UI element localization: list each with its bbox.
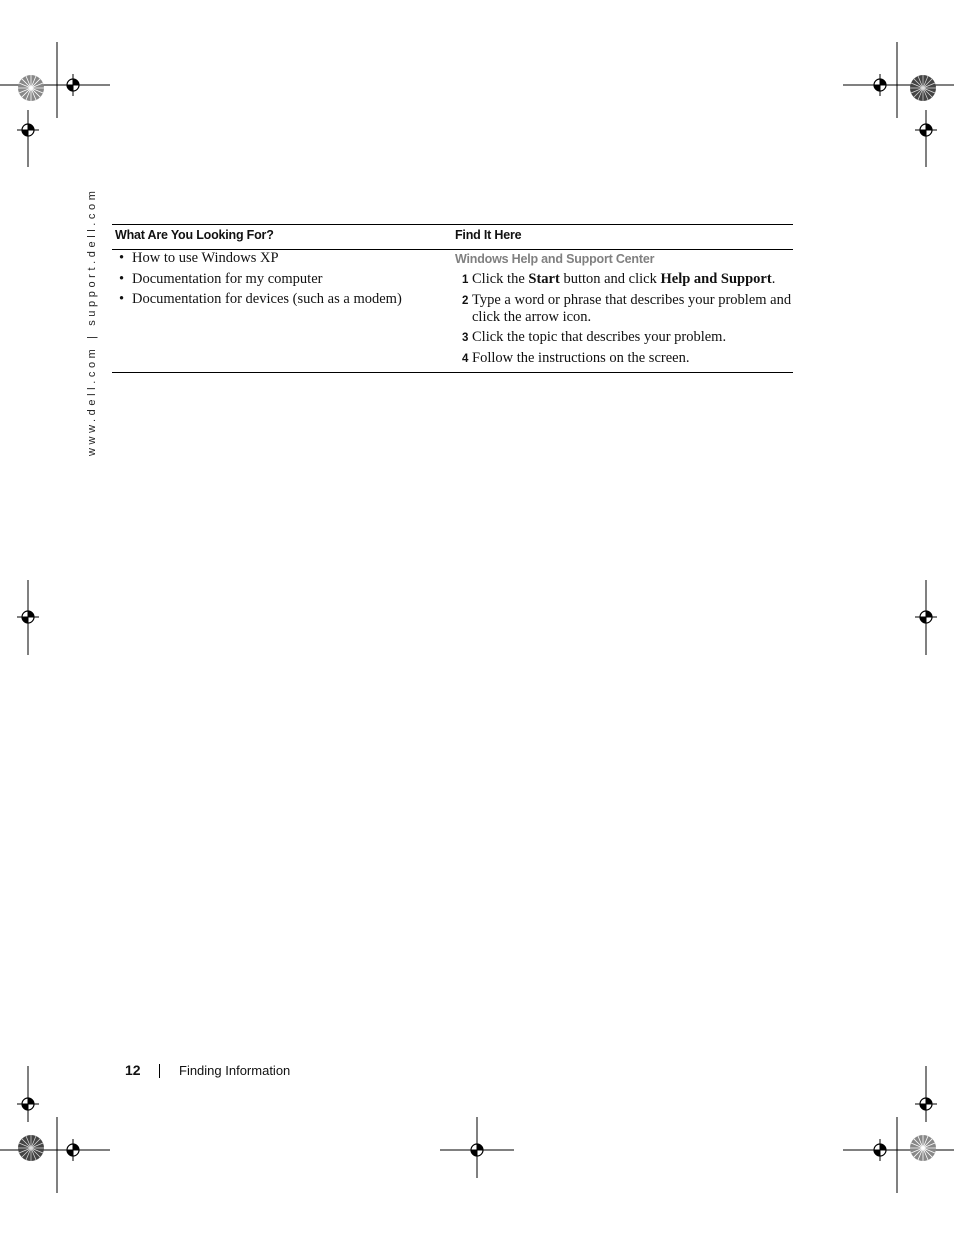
list-item: • Documentation for my computer bbox=[119, 271, 323, 287]
step-item: 2 Type a word or phrase that describes your problem and click the arrow icon. bbox=[462, 292, 792, 325]
list-item: • How to use Windows XP bbox=[119, 250, 279, 266]
footer-section-title: Finding Information bbox=[179, 1063, 291, 1078]
header-looking-for: What Are You Looking For? bbox=[115, 228, 274, 242]
section-title: Windows Help and Support Center bbox=[455, 252, 655, 266]
help-and-support-label: Help and Support bbox=[660, 271, 772, 287]
step-item: 1 Click the Start button and click Help and Support. bbox=[462, 271, 776, 287]
step-number: 4 bbox=[462, 353, 469, 365]
header-find-it-here: Find It Here bbox=[455, 228, 522, 242]
table-top-rule bbox=[112, 224, 793, 225]
step-number: 1 bbox=[462, 274, 469, 286]
step-item: 4 Follow the instructions on the screen. bbox=[462, 350, 690, 366]
step-number: 2 bbox=[462, 295, 469, 307]
step-number: 3 bbox=[462, 332, 469, 344]
page-number: 12 bbox=[125, 1062, 141, 1078]
side-url-text: www.dell.com | support.dell.com bbox=[86, 187, 98, 456]
step-item: 3 Click the topic that describes your problem. bbox=[462, 329, 727, 345]
start-label: Start bbox=[528, 271, 560, 287]
list-item: • Documentation for devices (such as a modem) bbox=[119, 291, 402, 307]
table-bottom-rule bbox=[112, 372, 793, 373]
footer-divider bbox=[159, 1064, 160, 1078]
